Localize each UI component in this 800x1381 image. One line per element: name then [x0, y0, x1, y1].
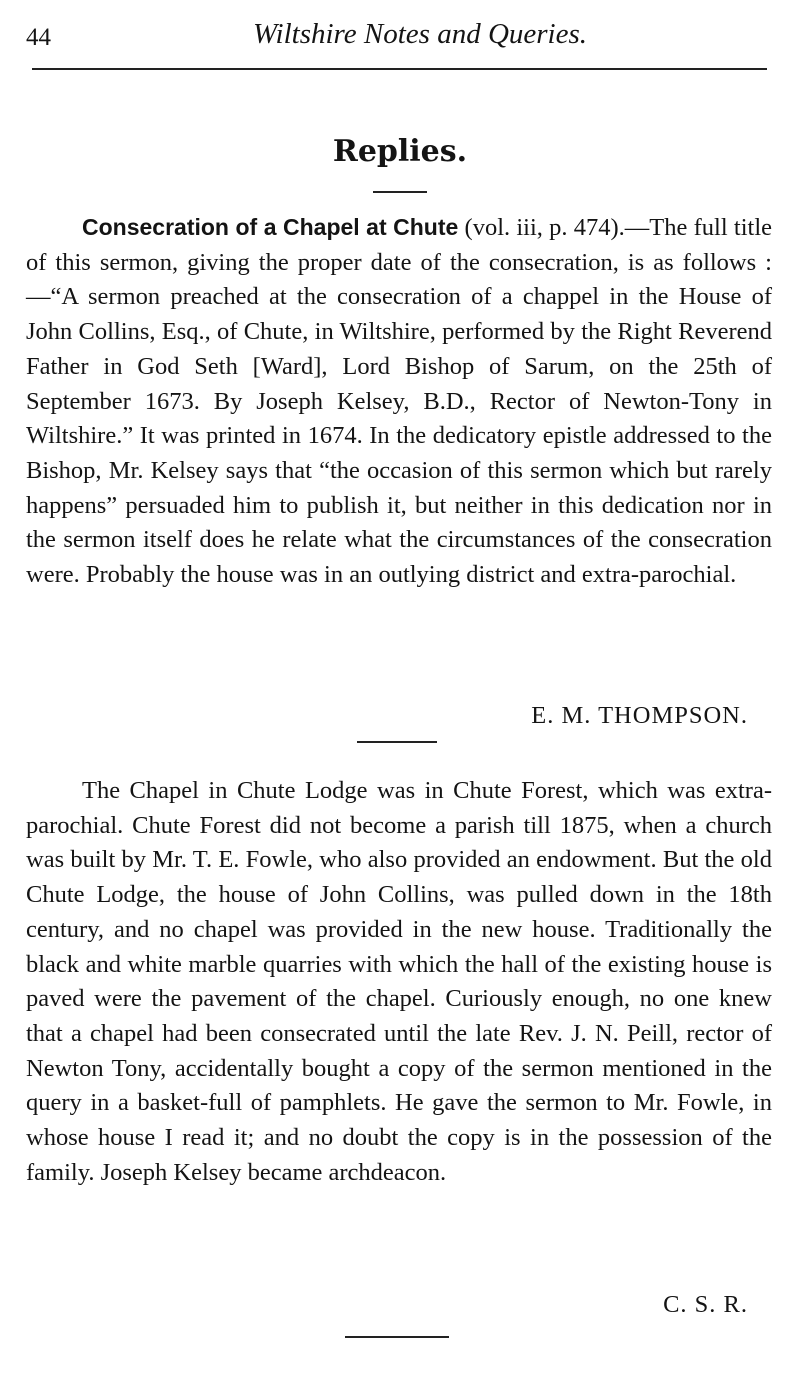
- signature: E. M. THOMPSON.: [531, 702, 748, 729]
- reply-body: The Chapel in Chute Lodge was in Chute Forest, which was extra-parochial. Chute Forest did not become a parish till 1875, when a church was built by Mr. T. E. Fowle, who also provided an endowment. But the old Chute Lodge, the house of John Collins, was pulled down in the 18th century, and no chapel was provided in the new house. Traditionally the black and white marble quarries with which the hall of the existing house is paved were the pavement of the chapel. Curiously enough, no one knew that a chapel had been consecrated until the late Rev. J. N. Peill, rector of Newton Tony, accidentally bought a copy of the sermon mentioned in the query in a basket-full of pamphlets. He gave the sermon to Mr. Fowle, in whose house I read it; and no doubt the copy is in the possession of the family. Joseph Kelsey became archdeacon.: [26, 777, 772, 1186]
- reply-paragraph: [26, 210, 772, 593]
- page-number: 44: [26, 24, 51, 51]
- end-rule: [345, 1336, 449, 1338]
- title-rule: [373, 191, 427, 193]
- reply-paragraph: [26, 774, 772, 1190]
- signature: C. S. R.: [663, 1291, 748, 1318]
- reply-body: (vol. iii, p. 474).—The full title of this sermon, giving the proper date of the consecration, is as follows :—“A sermon preached at the consecration of a chappel in the House of John Collins, Esq., of Chute, in Wiltshire, performed by the Right Reverend Father in God Seth [Ward], Lord Bishop of Sarum, on the 25th of September 1673. By Joseph Kelsey, B.D., Rector of Newton-Tony in Wiltshire.” It was printed in 1674. In the dedicatory epistle addressed to the Bishop, Mr. Kelsey says that “the occasion of this sermon which but rarely happens” persuaded him to publish it, but neither in this dedication nor in the sermon itself does he relate what the circumstances of the consecration were. Probably the house was in an outlying district and extra-parochial.: [26, 214, 772, 589]
- section-title: Replies.: [332, 134, 468, 169]
- running-title: Wiltshire Notes and Queries.: [252, 18, 588, 50]
- entry-heading: Consecration of a Chapel at Chute: [82, 214, 459, 240]
- separator-rule: [357, 741, 437, 743]
- header-rule: [32, 68, 767, 70]
